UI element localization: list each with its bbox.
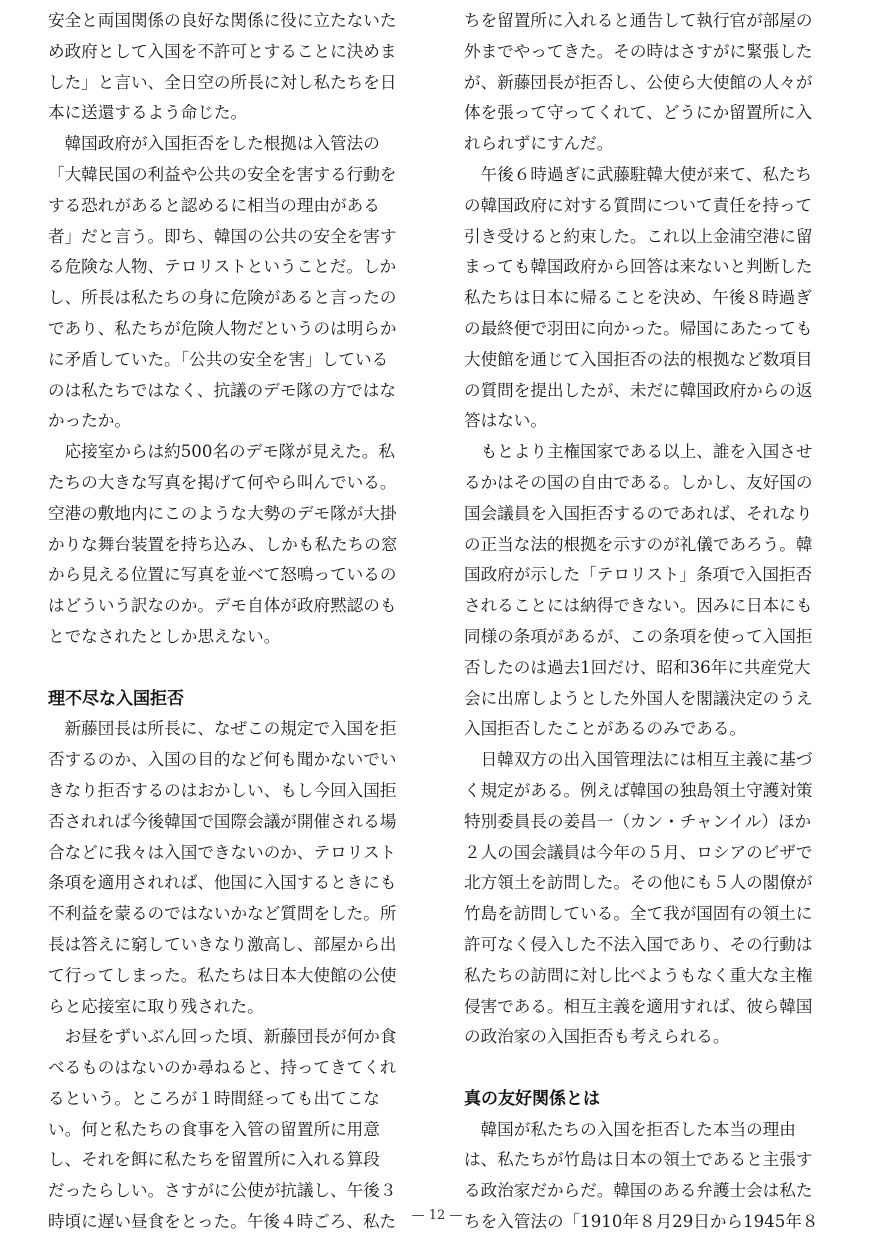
paragraph-gap bbox=[48, 653, 410, 684]
text-line: の韓国政府に対する質問について責任を持って bbox=[464, 195, 813, 215]
text-line: 長は答えに窮していきなり激高し、部屋から出 bbox=[48, 934, 397, 954]
page-number: — 12 — bbox=[411, 1208, 463, 1223]
text-line: 特別委員長の姜昌一（カン・チャンイル）ほか bbox=[464, 811, 812, 831]
text-line: 会に出席しようとした外国人を閣議決定のうえ bbox=[464, 688, 813, 708]
text-line: い。何と私たちの食事を入管の留置所に用意 bbox=[48, 1119, 380, 1139]
text-line: した」と言い、全日空の所長に対し私たちを日 bbox=[48, 72, 397, 92]
text-line: 答はない。 bbox=[464, 411, 547, 431]
section-heading: 理不尽な入国拒否 bbox=[48, 688, 184, 709]
text-line: の正当な法的根拠を示すのが礼儀であろう。韓 bbox=[464, 534, 813, 554]
text-line: 否したのは過去1回だけ、昭和36年に共産党大 bbox=[464, 657, 811, 677]
text-line: 本に送還するよう命じた。 bbox=[48, 103, 248, 123]
text-line: 韓国政府が入国拒否をした根拠は入管法の bbox=[48, 134, 380, 154]
text-line: の最終便で羽田に向かった。帰国にあたっても bbox=[464, 318, 813, 338]
text-line: だったらしい。さすがに公使が抗議し、午後３ bbox=[48, 1181, 397, 1201]
text-line: 不利益を蒙るのではないかなど質問をした。所 bbox=[48, 904, 397, 924]
text-line: が、新藤団長が拒否し、公使ら大使館の人々が bbox=[464, 72, 813, 92]
text-line: べるものはないのか尋ねると、持ってきてくれ bbox=[48, 1058, 397, 1078]
text-line: 侵害である。相互主義を適用すれば、彼ら韓国 bbox=[464, 996, 813, 1016]
text-line: ちを留置所に入れると通告して執行官が部屋の bbox=[464, 11, 813, 30]
text-line: お昼をずいぶん回った頃、新藤団長が何か食 bbox=[48, 1027, 397, 1047]
text-line: 外までやってきた。その時はさすがに緊張した bbox=[464, 41, 813, 61]
text-line: 応接室からは約500名のデモ隊が見えた。私 bbox=[48, 442, 395, 462]
text-line: たちの大きな写真を掲げて何やら叫んでいる。 bbox=[48, 472, 397, 492]
text-line: の政治家の入国拒否も考えられる。 bbox=[464, 1027, 730, 1047]
text-line: まっても韓国政府から回答は来ないと判断した bbox=[464, 257, 813, 277]
text-line: 同様の条項があるが、この条項を使って入国拒 bbox=[464, 626, 813, 646]
text-line: のは私たちではなく、抗議のデモ隊の方ではな bbox=[48, 380, 396, 400]
text-line: 引き受けると約束した。これ以上金浦空港に留 bbox=[464, 226, 813, 246]
text-line: し、所長は私たちの身に危険があると言ったの bbox=[48, 288, 397, 308]
text-line: に矛盾していた。「公共の安全を害」している bbox=[48, 349, 389, 369]
text-line: 空港の敷地内にこのような大勢のデモ隊が大掛 bbox=[48, 503, 397, 523]
right-text-column bbox=[464, 6, 826, 1238]
text-line: とでなされたとしか思えない。 bbox=[48, 626, 281, 646]
text-line: らと応接室に取り残された。 bbox=[48, 996, 264, 1016]
text-line: 国政府が示した「テロリスト」条項で入国拒否 bbox=[464, 565, 813, 585]
text-line: されることには納得できない。因みに日本にも bbox=[464, 596, 813, 616]
text-line: 国会議員を入国拒否するのであれば、それなり bbox=[464, 503, 813, 523]
text-line: るかはその国の自由である。しかし、友好国の bbox=[464, 472, 813, 492]
text-line: 時頃に遅い昼食をとった。午後４時ごろ、私た bbox=[48, 1212, 397, 1232]
text-line: 否するのか、入国の目的など何も聞かないでい bbox=[48, 750, 397, 770]
text-line: し、それを餌に私たちを留置所に入れる算段 bbox=[48, 1150, 380, 1170]
text-line: 条項を適用されれば、他国に入国するときにも bbox=[48, 873, 397, 893]
text-line: する恐れがあると認めるに相当の理由がある bbox=[48, 195, 380, 215]
text-line: 竹島を訪問している。全て我が国固有の領土に bbox=[464, 904, 813, 924]
text-line: はどういう訳なのか。デモ自体が政府黙認のも bbox=[48, 596, 397, 616]
text-line: れられずにすんだ。 bbox=[464, 134, 614, 154]
text-line: く規定がある。例えば韓国の独島領土守護対策 bbox=[464, 780, 813, 800]
text-line: め政府として入国を不許可とすることに決めま bbox=[48, 41, 397, 61]
text-line: 入国拒否したことがあるのみである。 bbox=[464, 719, 747, 739]
text-line: 大使館を通じて入国拒否の法的根拠など数項目 bbox=[464, 349, 813, 369]
text-line: る政治家だからだ。韓国のある弁護士会は私た bbox=[464, 1181, 813, 1201]
text-line: かりな舞台装置を持ち込み、しかも私たちの窓 bbox=[48, 534, 398, 554]
text-line: ちを入管法の「1910年８月29日から1945年８ bbox=[464, 1212, 819, 1232]
text-line: の質問を提出したが、未だに韓国政府からの返 bbox=[464, 380, 813, 400]
text-line: 私たちの訪問に対し比べようもなく重大な主権 bbox=[464, 965, 813, 985]
text-line: て行ってしまった。私たちは日本大使館の公使 bbox=[48, 965, 397, 985]
section-heading: 真の友好関係とは bbox=[464, 1088, 600, 1109]
text-line: きなり拒否するのはおかしい、もし今回入国拒 bbox=[48, 780, 397, 800]
text-line: 安全と両国関係の良好な関係に役に立たないた bbox=[48, 11, 397, 30]
text-line: る危険な人物、テロリストということだ。しか bbox=[48, 257, 397, 277]
text-line: もとより主権国家である以上、誰を入国させ bbox=[464, 442, 813, 462]
text-line: 北方領土を訪問した。その他にも５人の閣僚が bbox=[464, 873, 813, 893]
text-line: 新藤団長は所長に、なぜこの規定で入国を拒 bbox=[48, 719, 397, 739]
text-line: 体を張って守ってくれて、どうにか留置所に入 bbox=[464, 103, 813, 123]
text-line: 合などに我々は入国できないのか、テロリスト bbox=[48, 842, 397, 862]
text-line: 否されれば今後韓国で国際会議が開催される場 bbox=[48, 811, 397, 831]
text-line: 午後６時過ぎに武藤駐韓大使が来て、私たち bbox=[464, 164, 813, 184]
paragraph-gap bbox=[464, 1053, 826, 1084]
text-line: 者」だと言う。即ち、韓国の公共の安全を害す bbox=[48, 226, 397, 246]
text-line: 日韓双方の出入国管理法には相互主義に基づ bbox=[464, 750, 813, 770]
text-line: は、私たちが竹島は日本の領土であると主張す bbox=[464, 1150, 813, 1170]
text-line: るという。ところが１時間経っても出てこな bbox=[48, 1088, 380, 1108]
left-text-column bbox=[48, 6, 410, 1238]
text-line: から見える位置に写真を並べて怒鳴っているの bbox=[48, 565, 397, 585]
text-line: 私たちは日本に帰ることを決め、午後８時過ぎ bbox=[464, 288, 812, 308]
text-line: かったか。 bbox=[48, 411, 131, 431]
text-line: ２人の国会議員は今年の５月、ロシアのビザで bbox=[464, 842, 813, 862]
text-line: 「大韓民国の利益や公共の安全を害する行動を bbox=[48, 164, 397, 184]
text-line: であり、私たちが危険人物だというのは明らか bbox=[48, 318, 397, 338]
text-line: 韓国が私たちの入国を拒否した本当の理由 bbox=[464, 1119, 796, 1139]
text-line: 許可なく侵入した不法入国であり、その行動は bbox=[464, 934, 813, 954]
